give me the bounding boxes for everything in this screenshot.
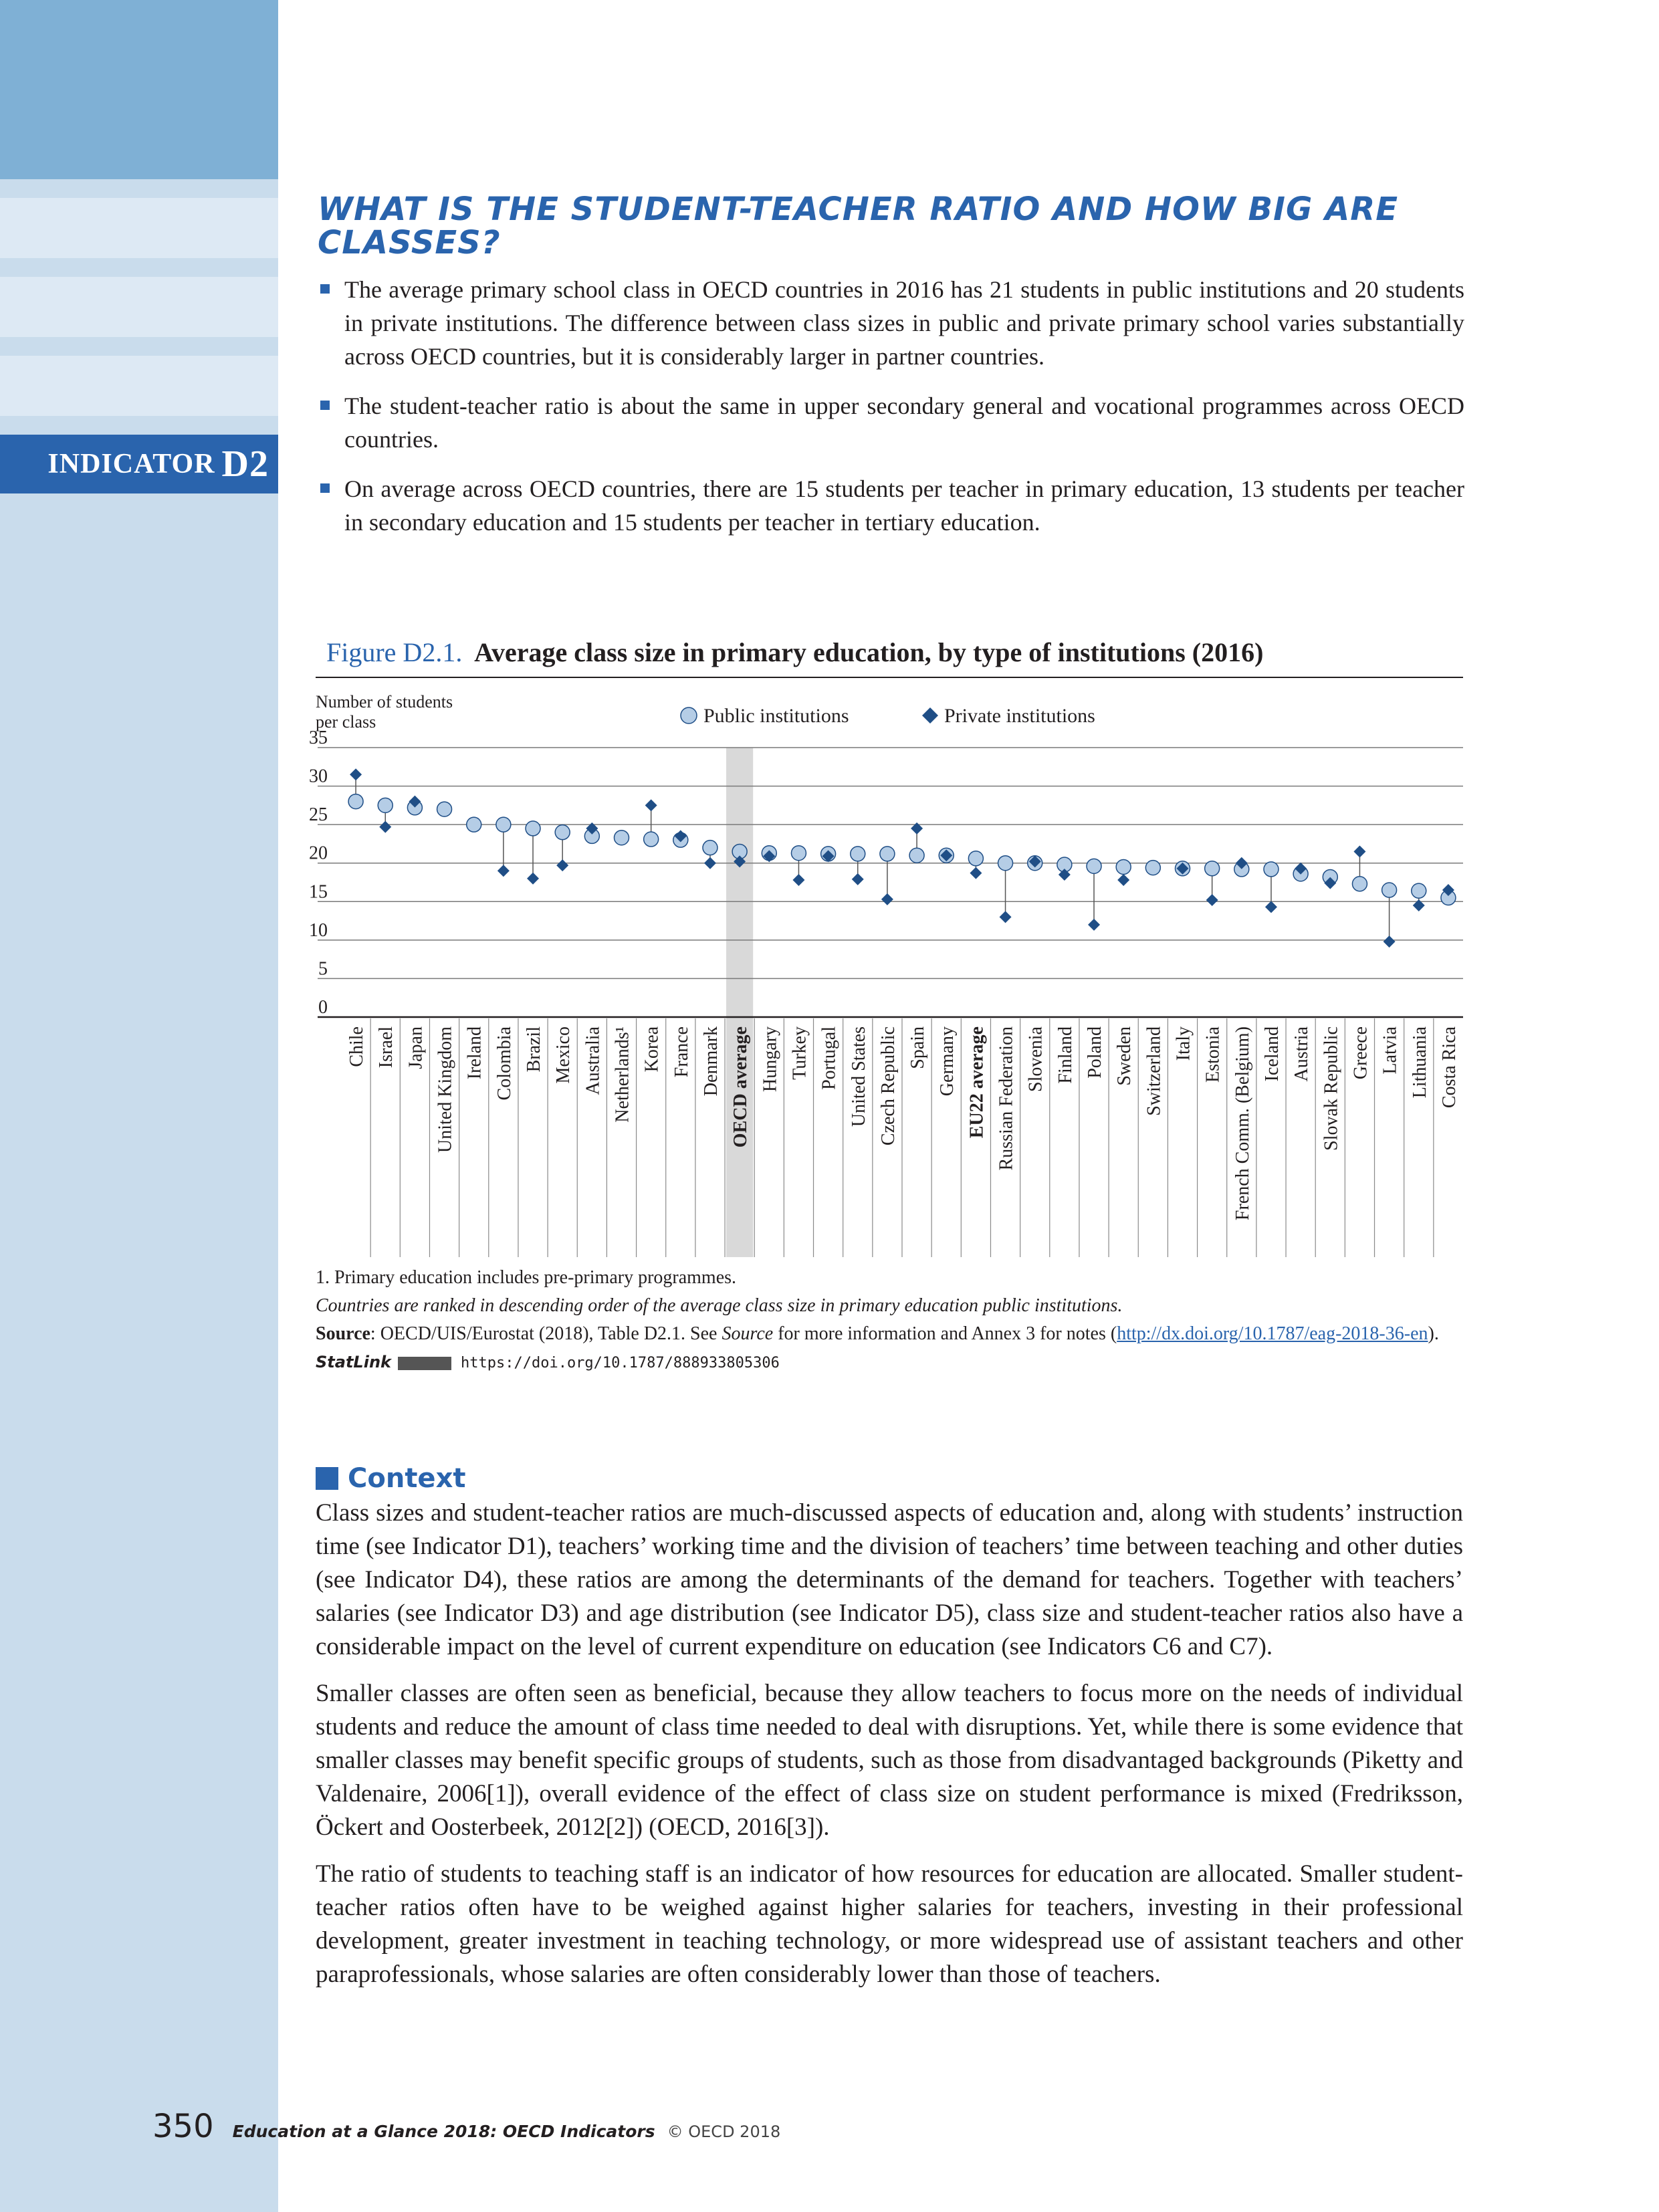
category-label: Japan <box>405 1026 427 1069</box>
y-tick-label: 0 <box>318 997 328 1018</box>
public-point <box>1352 877 1367 891</box>
private-point <box>556 859 568 871</box>
key-finding-bullet: The student-teacher ratio is about the same in upper secondary general and vocational programmes across OECD countries. <box>318 389 1464 456</box>
category-label: Latvia <box>1379 1026 1401 1075</box>
y-tick-label: 15 <box>309 881 328 903</box>
private-point <box>1353 845 1365 857</box>
source-link[interactable]: http://dx.doi.org/10.1787/eag-2018-36-en <box>1117 1323 1428 1344</box>
y-tick-label: 5 <box>318 958 328 980</box>
category-label: Hungary <box>760 1026 781 1092</box>
context-body <box>316 1497 1463 2005</box>
public-point <box>467 817 481 832</box>
category-label: Israel <box>376 1026 397 1069</box>
context-paragraph: Smaller classes are often seen as beneficial, because they allow teachers to focus more on the needs of individual students and reduce the amount of class time needed to deal with disruptions. Yet, while there is some evidence that smaller classes may benefit specific groups of students, such as those from disadvantaged backgrounds (Piketty and Valdenaire, 2006[1]), overall evidence of the effect of class size on student performance is mixed (Fredriksson, Öckert and Oosterbeek, 2012[2]) (OECD, 2016[3]). <box>316 1680 1463 1841</box>
y-tick-label: 30 <box>309 766 328 787</box>
public-point <box>1087 859 1101 873</box>
private-point <box>1000 911 1012 923</box>
category-label: Portugal <box>818 1026 840 1090</box>
ranking-note: Countries are ranked in descending order of the average class size in primary education public institutions. <box>316 1295 1123 1316</box>
y-tick-label: 25 <box>309 804 328 826</box>
category-label: Korea <box>641 1026 663 1073</box>
private-point <box>1384 935 1396 948</box>
category-label: Slovenia <box>1025 1026 1046 1092</box>
key-finding-bullet: The average primary school class in OECD countries in 2016 has 21 students in public institutions and 20 students in private institutions. The difference between class sizes in public and private primary school varies substantially across OECD countries, but it is considerably larger in partner countries. <box>318 273 1464 373</box>
category-label: Czech Republic <box>877 1026 899 1146</box>
private-point <box>1088 919 1100 931</box>
private-point <box>881 893 893 905</box>
category-label: Denmark <box>700 1026 722 1097</box>
category-label: Ireland <box>464 1026 485 1080</box>
statlink-logo-icon <box>398 1357 451 1370</box>
public-point <box>1116 859 1131 874</box>
source-text: ). <box>1428 1323 1439 1344</box>
public-point <box>998 856 1013 871</box>
public-point <box>1205 861 1220 876</box>
public-point <box>496 817 511 832</box>
private-point <box>527 873 539 885</box>
category-label: Brazil <box>524 1026 545 1073</box>
public-point <box>909 848 924 863</box>
figure-number: Figure D2.1. <box>326 637 463 667</box>
category-label: Turkey <box>789 1026 810 1080</box>
public-point <box>348 794 363 809</box>
context-paragraph: The ratio of students to teaching staff is an indicator of how resources for education are allocated. Smaller student-teacher ratios often have to be weighed against higher salaries for teachers, investing in their professional development, greater investment in teaching technology, or more widespread use of assistant teachers and other paraprofessionals, whose salaries are often considerably lower than those of teachers. <box>316 1860 1463 1988</box>
category-label: Poland <box>1085 1026 1106 1079</box>
legend-label: Private institutions <box>944 705 1095 727</box>
public-point <box>615 831 629 845</box>
category-label: Sweden <box>1114 1026 1135 1086</box>
category-label: Slovak Republic <box>1321 1026 1342 1151</box>
category-label: Colombia <box>493 1026 515 1101</box>
category-label: Switzerland <box>1143 1026 1165 1116</box>
public-point <box>791 846 806 861</box>
indicator-code: D2 <box>221 443 269 485</box>
public-point <box>526 821 540 836</box>
source-label: Source <box>316 1323 370 1344</box>
private-point <box>645 799 657 811</box>
category-label: Germany <box>937 1026 958 1097</box>
context-paragraph: Class sizes and student-teacher ratios are much-discussed aspects of education and, along with students’ instruction time (see Indicator D1), teachers’ working time and the division of teachers’ time between teaching and other duties (see Indicator D4), these ratios are among the determinants of the demand for teachers. Together with teachers’ salaries (see Indicator D3) and age distribution (see Indicator D5), class size and student-teacher ratios also have a considerable impact on the level of current expenditure on education (see Indicators C6 and C7). <box>316 1499 1463 1660</box>
y-tick-label: 35 <box>309 728 328 748</box>
public-point <box>968 851 983 866</box>
copyright: © OECD 2018 <box>667 2122 781 2141</box>
category-label: Chile <box>346 1026 368 1067</box>
public-point <box>851 847 865 861</box>
y-axis-label: Number of students <box>316 692 453 711</box>
public-point <box>880 847 895 861</box>
legend-circle-icon <box>681 707 697 724</box>
category-label: Russian Federation <box>996 1026 1017 1171</box>
private-point <box>1206 894 1218 906</box>
private-point <box>704 857 716 869</box>
publication-title: Education at a Glance 2018: OECD Indicators <box>232 2122 655 2141</box>
private-point <box>970 867 982 879</box>
category-label: Italy <box>1173 1026 1194 1061</box>
legend-diamond-icon <box>922 707 938 724</box>
page-number: 350 <box>152 2108 214 2145</box>
y-tick-label: 10 <box>309 919 328 941</box>
category-label: Lithuania <box>1409 1026 1430 1099</box>
highlight-band <box>726 748 753 1257</box>
public-point <box>1382 883 1397 897</box>
context-heading-text: Context <box>348 1463 466 1494</box>
category-label: United States <box>848 1026 869 1127</box>
category-label: OECD average <box>730 1026 752 1148</box>
page-footer <box>152 2108 780 2145</box>
public-point <box>437 802 452 816</box>
category-label: Estonia <box>1202 1026 1224 1083</box>
private-point <box>1117 874 1129 886</box>
context-heading <box>316 1463 465 1494</box>
statlink-label: StatLink <box>316 1353 391 1371</box>
public-point <box>555 825 570 840</box>
public-point <box>1412 883 1426 898</box>
category-label: France <box>671 1026 692 1078</box>
footnote: 1. Primary education includes pre-primary programmes. <box>316 1267 737 1288</box>
public-point <box>644 832 659 847</box>
category-label: United Kingdom <box>435 1026 456 1153</box>
category-label: Iceland <box>1261 1026 1283 1082</box>
private-point <box>350 768 362 780</box>
legend-label: Public institutions <box>703 705 849 727</box>
private-point <box>792 874 804 886</box>
indicator-prefix: INDICATOR <box>47 449 215 479</box>
category-label: Finland <box>1055 1026 1076 1084</box>
statlink <box>316 1348 1463 1377</box>
category-label: Costa Rica <box>1438 1026 1460 1109</box>
private-point <box>1265 901 1277 913</box>
public-point <box>1264 862 1279 877</box>
square-icon <box>316 1467 338 1490</box>
public-point <box>378 798 393 812</box>
private-point <box>852 873 864 885</box>
figure-notes <box>316 1264 1463 1377</box>
source-text: : OECD/UIS/Eurostat (2018), Table D2.1. See <box>370 1323 722 1344</box>
y-tick-label: 20 <box>309 843 328 864</box>
category-label: EU22 average <box>966 1026 988 1139</box>
source-italic: Source <box>722 1323 774 1344</box>
source-text: for more information and Annex 3 for notes ( <box>773 1323 1117 1344</box>
public-point <box>1145 861 1160 875</box>
statlink-url[interactable]: https://doi.org/10.1787/888933805306 <box>461 1355 780 1371</box>
category-label: Greece <box>1350 1026 1371 1080</box>
source-note <box>316 1320 1463 1348</box>
private-point <box>497 865 510 877</box>
section-title: WHAT IS THE STUDENT-TEACHER RATIO AND HOW BIG ARE CLASSES? <box>318 191 1398 261</box>
figure-title-text: Average class size in primary education, by type of institutions (2016) <box>474 637 1264 667</box>
private-point <box>379 821 391 833</box>
category-label: Spain <box>907 1026 929 1069</box>
category-label: Mexico <box>553 1026 574 1084</box>
category-label: Austria <box>1291 1026 1313 1082</box>
category-label: Netherlands¹ <box>612 1026 633 1123</box>
key-finding-bullet: On average across OECD countries, there are 15 students per teacher in primary education, 13 students per teacher in secondary education and 15 students per teacher in tertiary education. <box>318 472 1464 539</box>
category-label: French Comm. (Belgium) <box>1232 1026 1253 1221</box>
y-axis-label: per class <box>316 712 376 732</box>
category-label: Australia <box>582 1026 604 1095</box>
public-point <box>703 841 717 855</box>
